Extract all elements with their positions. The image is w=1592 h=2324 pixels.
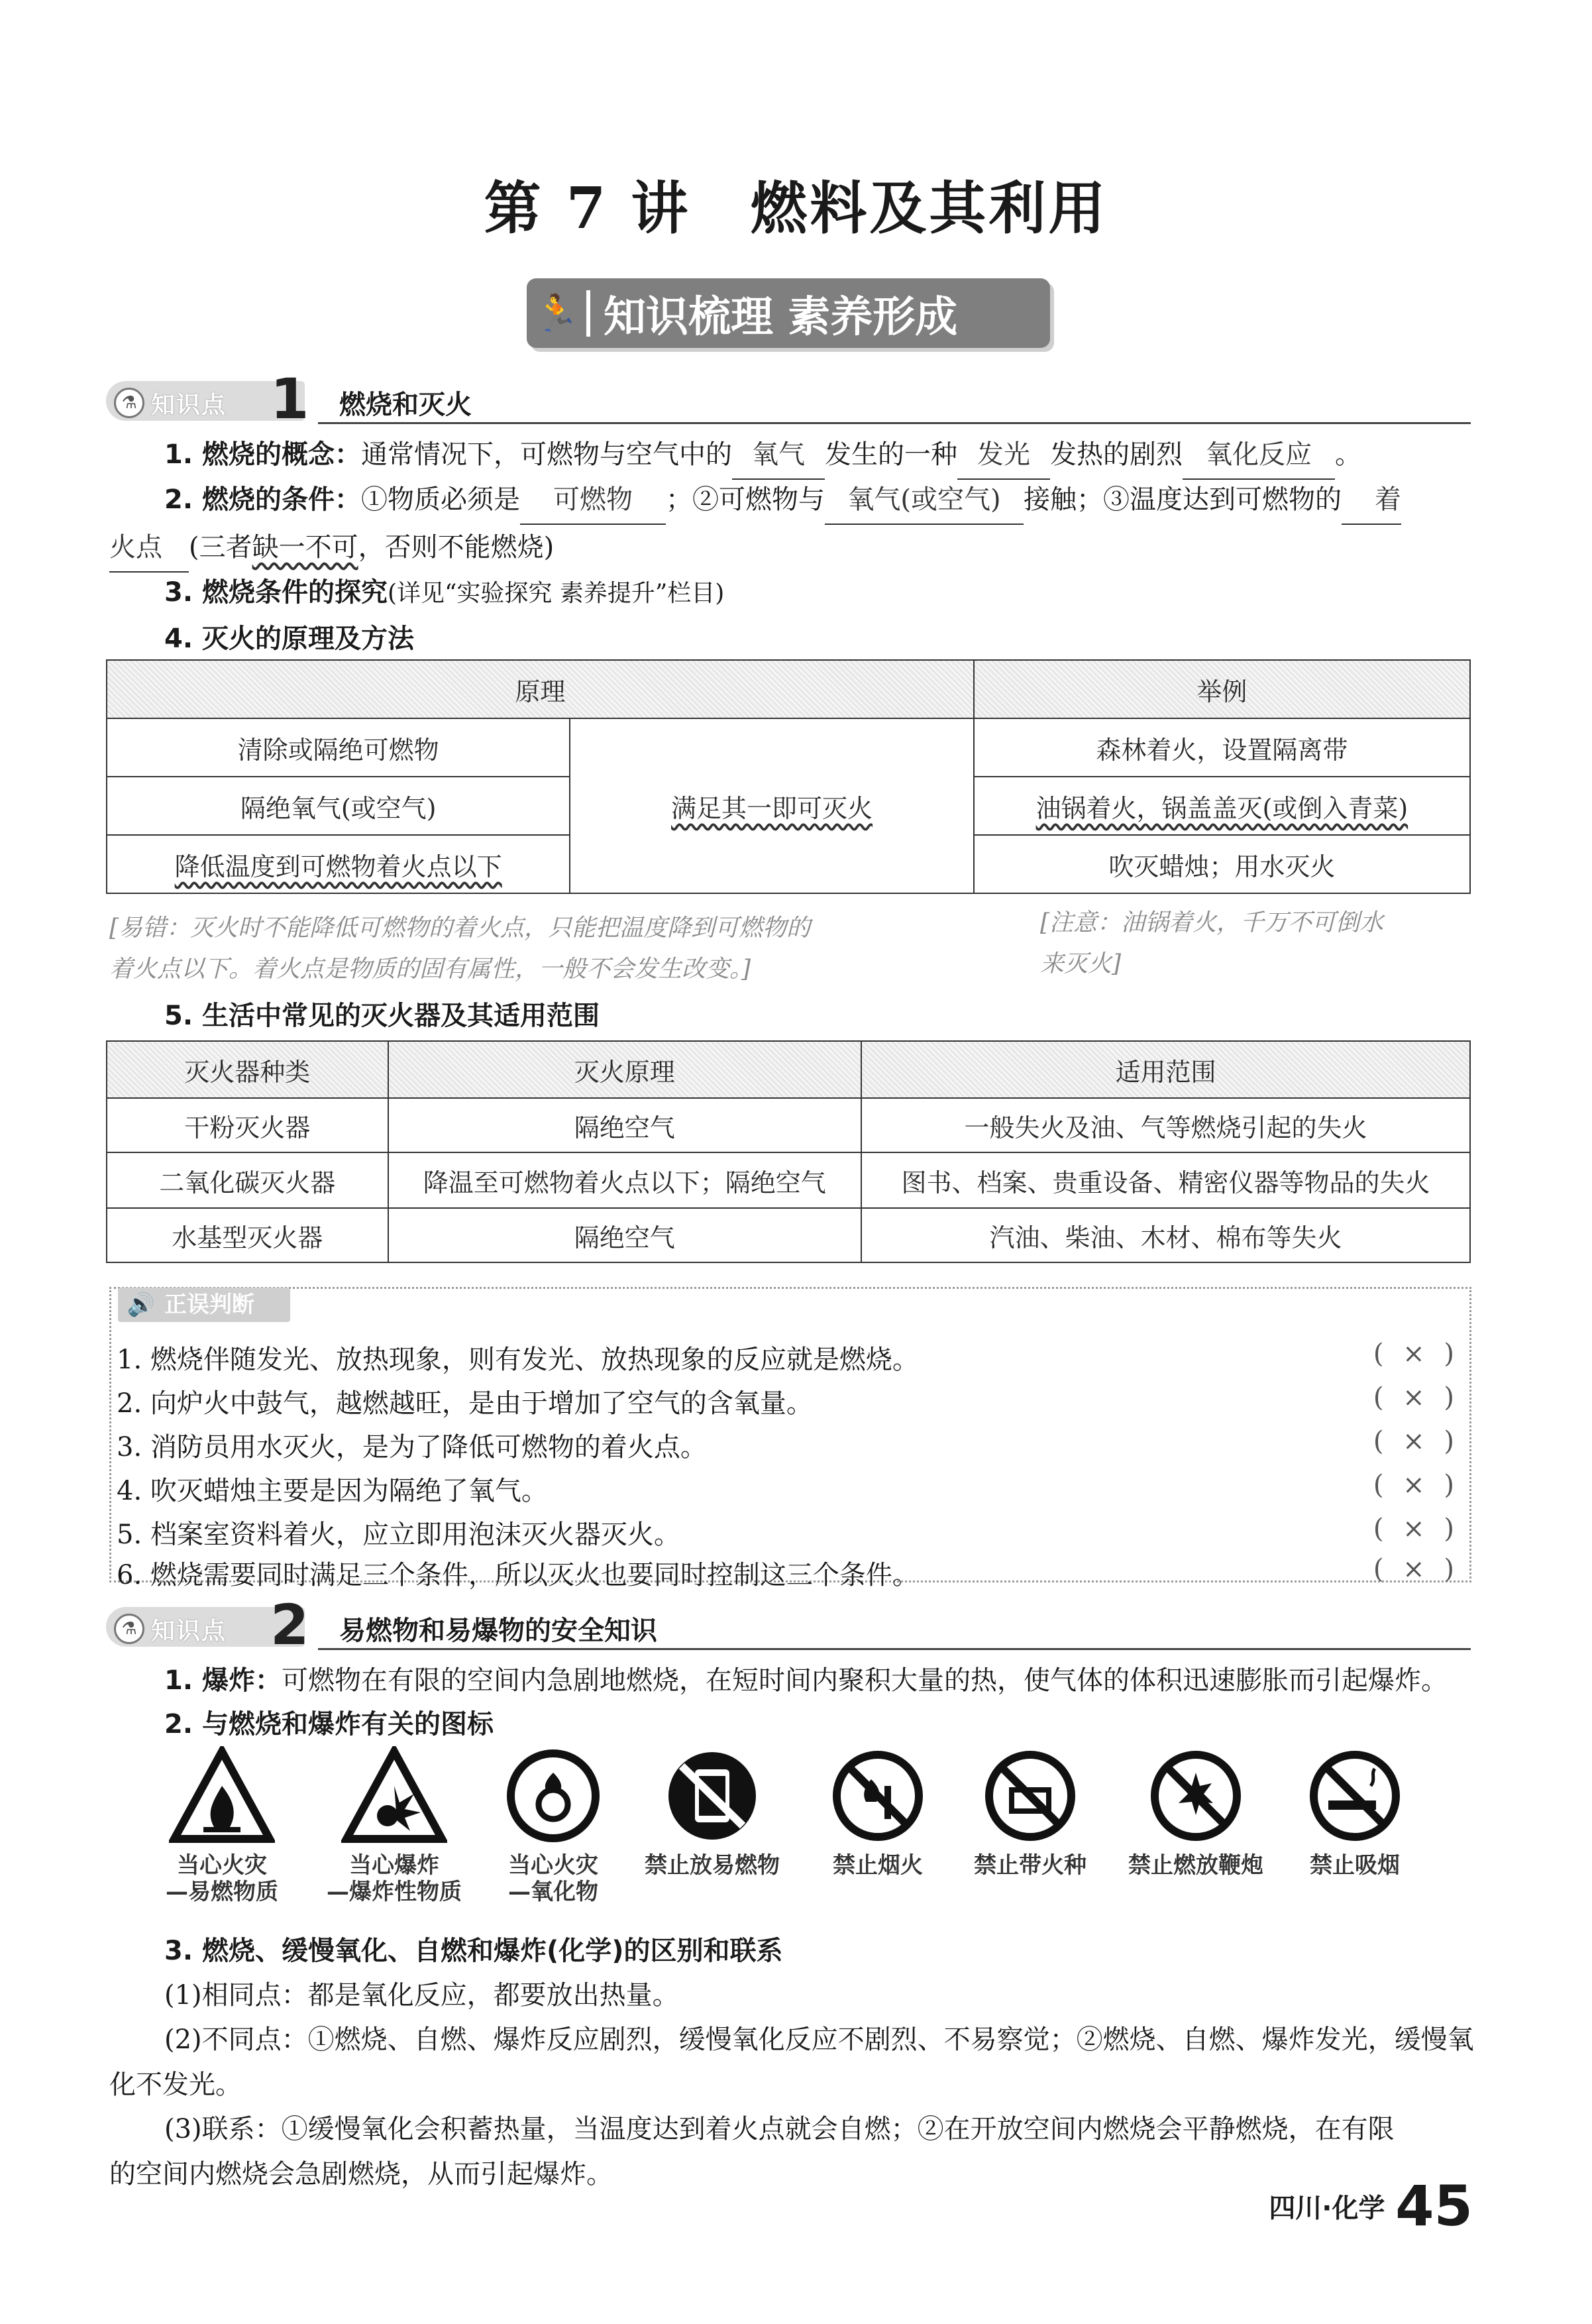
table-header: 适用范围 bbox=[861, 1041, 1470, 1098]
caution-note: [注意：油锅着火，千万不可倒水 来灭火] bbox=[1040, 909, 1384, 977]
comparison-diff-line1: (2)不同点：①燃烧、自燃、爆炸反应剧烈，缓慢氧化反应不剧烈、不易察觉；②燃烧、自燃、爆炸发光，缓慢氧 bbox=[164, 2024, 1474, 2055]
table-cell: 吹灭蜡烛；用水灭火 bbox=[974, 835, 1470, 893]
no-fireworks-icon: 禁止燃放鞭炮 bbox=[1123, 1746, 1269, 1879]
table-cell: 隔绝氧气(或空气) bbox=[107, 777, 570, 835]
table-cell: 水基型灭火器 bbox=[107, 1208, 388, 1262]
knowledge-badge bbox=[106, 366, 309, 431]
extinguisher-heading: 5. 生活中常见的灭火器及其适用范围 bbox=[164, 1001, 600, 1031]
comparison-heading: 3. 燃烧、缓慢氧化、自燃和爆炸(化学)的区别和联系 bbox=[164, 1936, 783, 1966]
judge-item: 6. 燃烧需要同时满足三个条件，所以灭火也要同时控制这三个条件。 ( × ) bbox=[117, 1554, 1459, 1590]
flask-icon: ⚗ bbox=[114, 1614, 144, 1644]
table-header: 灭火器种类 bbox=[107, 1041, 388, 1098]
page-number: 45 bbox=[1395, 2174, 1473, 2239]
banner-text: 知识梳理 素养形成 bbox=[604, 292, 958, 342]
comparison-diff-line2: 化不发光。 bbox=[109, 2070, 242, 2100]
condition-paragraph-line1: 2. 燃烧的条件：①物质必须是 可燃物 ；②可燃物与 氧气(或空气) 接触；③温度达到可燃物的 着 bbox=[164, 476, 1476, 525]
table-cell: 降低温度到可燃物着火点以下 bbox=[107, 835, 570, 893]
section-banner bbox=[527, 278, 1050, 348]
table-cell: 满足其一即可灭火 bbox=[570, 718, 973, 893]
explore-paragraph: 3. 燃烧条件的探究(详见“实验探究 素养提升”栏目) bbox=[164, 577, 725, 608]
knowledge-point-2-header bbox=[106, 1592, 1471, 1657]
speaker-icon: 🔊 bbox=[127, 1292, 156, 1318]
knowledge-point-1-header bbox=[106, 366, 1471, 431]
mistake-note: [易错：灭火时不能降低可燃物的着火点，只能把温度降到可燃物的 着火点以下。着火点是物质的固有属性，一般不会发生改变。] bbox=[109, 914, 811, 983]
banner-divider bbox=[586, 290, 590, 337]
table-header: 举例 bbox=[974, 660, 1470, 718]
heading-rule bbox=[318, 1648, 1471, 1650]
no-flammables-icon: 禁止放易燃物 bbox=[639, 1746, 785, 1879]
warning-explosive-icon: 当心爆炸 —爆炸性物质 bbox=[321, 1746, 467, 1905]
extinguisher-table bbox=[106, 1040, 1471, 1263]
table-cell: 降温至可燃物着火点以下；隔绝空气 bbox=[388, 1152, 861, 1208]
table-header: 原理 bbox=[107, 660, 974, 718]
no-smoking-icon: 禁止吸烟 bbox=[1282, 1746, 1428, 1879]
concept-paragraph: 1. 燃烧的概念：通常情况下，可燃物与空气中的 氧气 发生的一种 发光 发热的剧烈 氧化反应 。 bbox=[164, 431, 1476, 480]
table-cell: 干粉灭火器 bbox=[107, 1098, 388, 1152]
condition-paragraph-line2: 火点 (三者缺一不可，否则不能燃烧) bbox=[109, 524, 1474, 573]
badge-number: 2 bbox=[270, 1592, 309, 1657]
page-title: 第 7 讲 燃料及其利用 bbox=[484, 175, 1108, 242]
page-footer bbox=[1269, 2174, 1473, 2239]
judge-item: 2. 向炉火中鼓气，越燃越旺，是由于增加了空气的含氧量。 ( × ) bbox=[117, 1382, 1459, 1419]
extinguish-principle-table bbox=[106, 659, 1471, 894]
warning-oxidizer-icon: 当心火灾 —氧化物 bbox=[480, 1746, 626, 1905]
badge-label: 知识点 bbox=[151, 1618, 227, 1645]
judge-item: 1. 燃烧伴随发光、放热现象，则有发光、放热现象的反应就是燃烧。 ( × ) bbox=[117, 1339, 1459, 1375]
section-heading: 燃烧和灭火 bbox=[339, 390, 472, 420]
no-kindling-icon: 禁止带火种 bbox=[957, 1746, 1103, 1879]
table-cell: 隔绝空气 bbox=[388, 1208, 861, 1262]
icons-heading: 2. 与燃烧和爆炸有关的图标 bbox=[164, 1709, 494, 1740]
table-cell: 一般失火及油、气等燃烧引起的失火 bbox=[861, 1098, 1470, 1152]
method-heading: 4. 灭火的原理及方法 bbox=[164, 624, 414, 654]
badge-number: 1 bbox=[270, 366, 309, 431]
badge-label: 知识点 bbox=[151, 392, 227, 419]
table-cell: 隔绝空气 bbox=[388, 1098, 861, 1152]
table-cell: 森林着火，设置隔离带 bbox=[974, 718, 1470, 777]
safety-icons bbox=[149, 1746, 1441, 1918]
footer-region: 四川·化学 bbox=[1269, 2193, 1385, 2224]
judge-item: 5. 档案室资料着火，应立即用泡沫灭火器灭火。 ( × ) bbox=[117, 1514, 1459, 1550]
table-cell: 汽油、柴油、木材、棉布等失火 bbox=[861, 1208, 1470, 1262]
table-header: 灭火原理 bbox=[388, 1041, 861, 1098]
heading-rule bbox=[318, 422, 1471, 424]
no-open-flame-icon: 禁止烟火 bbox=[805, 1746, 951, 1879]
runner-icon: 🏃 bbox=[534, 292, 579, 334]
judge-item: 4. 吹灭蜡烛主要是因为隔绝了氧气。 ( × ) bbox=[117, 1470, 1459, 1506]
judge-item: 3. 消防员用水灭火，是为了降低可燃物的着火点。 ( × ) bbox=[117, 1426, 1459, 1463]
comparison-link-line1: (3)联系：①缓慢氧化会积蓄热量，当温度达到着火点就会自燃；②在开放空间内燃烧会平静燃烧，在有限 bbox=[164, 2114, 1395, 2144]
true-false-header: 🔊 正误判断 bbox=[118, 1288, 290, 1322]
warning-flammable-icon: 当心火灾 —易燃物质 bbox=[149, 1746, 295, 1905]
table-cell: 图书、档案、贵重设备、精密仪器等物品的失火 bbox=[861, 1152, 1470, 1208]
true-false-box bbox=[109, 1287, 1471, 1590]
table-cell: 二氧化碳灭火器 bbox=[107, 1152, 388, 1208]
flask-icon: ⚗ bbox=[114, 388, 144, 418]
section-heading: 易燃物和易爆物的安全知识 bbox=[339, 1616, 657, 1646]
table-cell: 油锅着火，锅盖盖灭(或倒入青菜) bbox=[974, 777, 1470, 835]
comparison-same: (1)相同点：都是氧化反应，都要放出热量。 bbox=[164, 1980, 679, 2011]
explosion-definition: 1. 爆炸：可燃物在有限的空间内急剧地燃烧，在短时间内聚积大量的热，使气体的体积迅速膨胀而引起爆炸。 bbox=[164, 1665, 1448, 1696]
comparison-link-line2: 的空间内燃烧会急剧燃烧，从而引起爆炸。 bbox=[109, 2159, 613, 2189]
table-cell: 清除或隔绝可燃物 bbox=[107, 718, 570, 777]
knowledge-badge bbox=[106, 1592, 309, 1657]
